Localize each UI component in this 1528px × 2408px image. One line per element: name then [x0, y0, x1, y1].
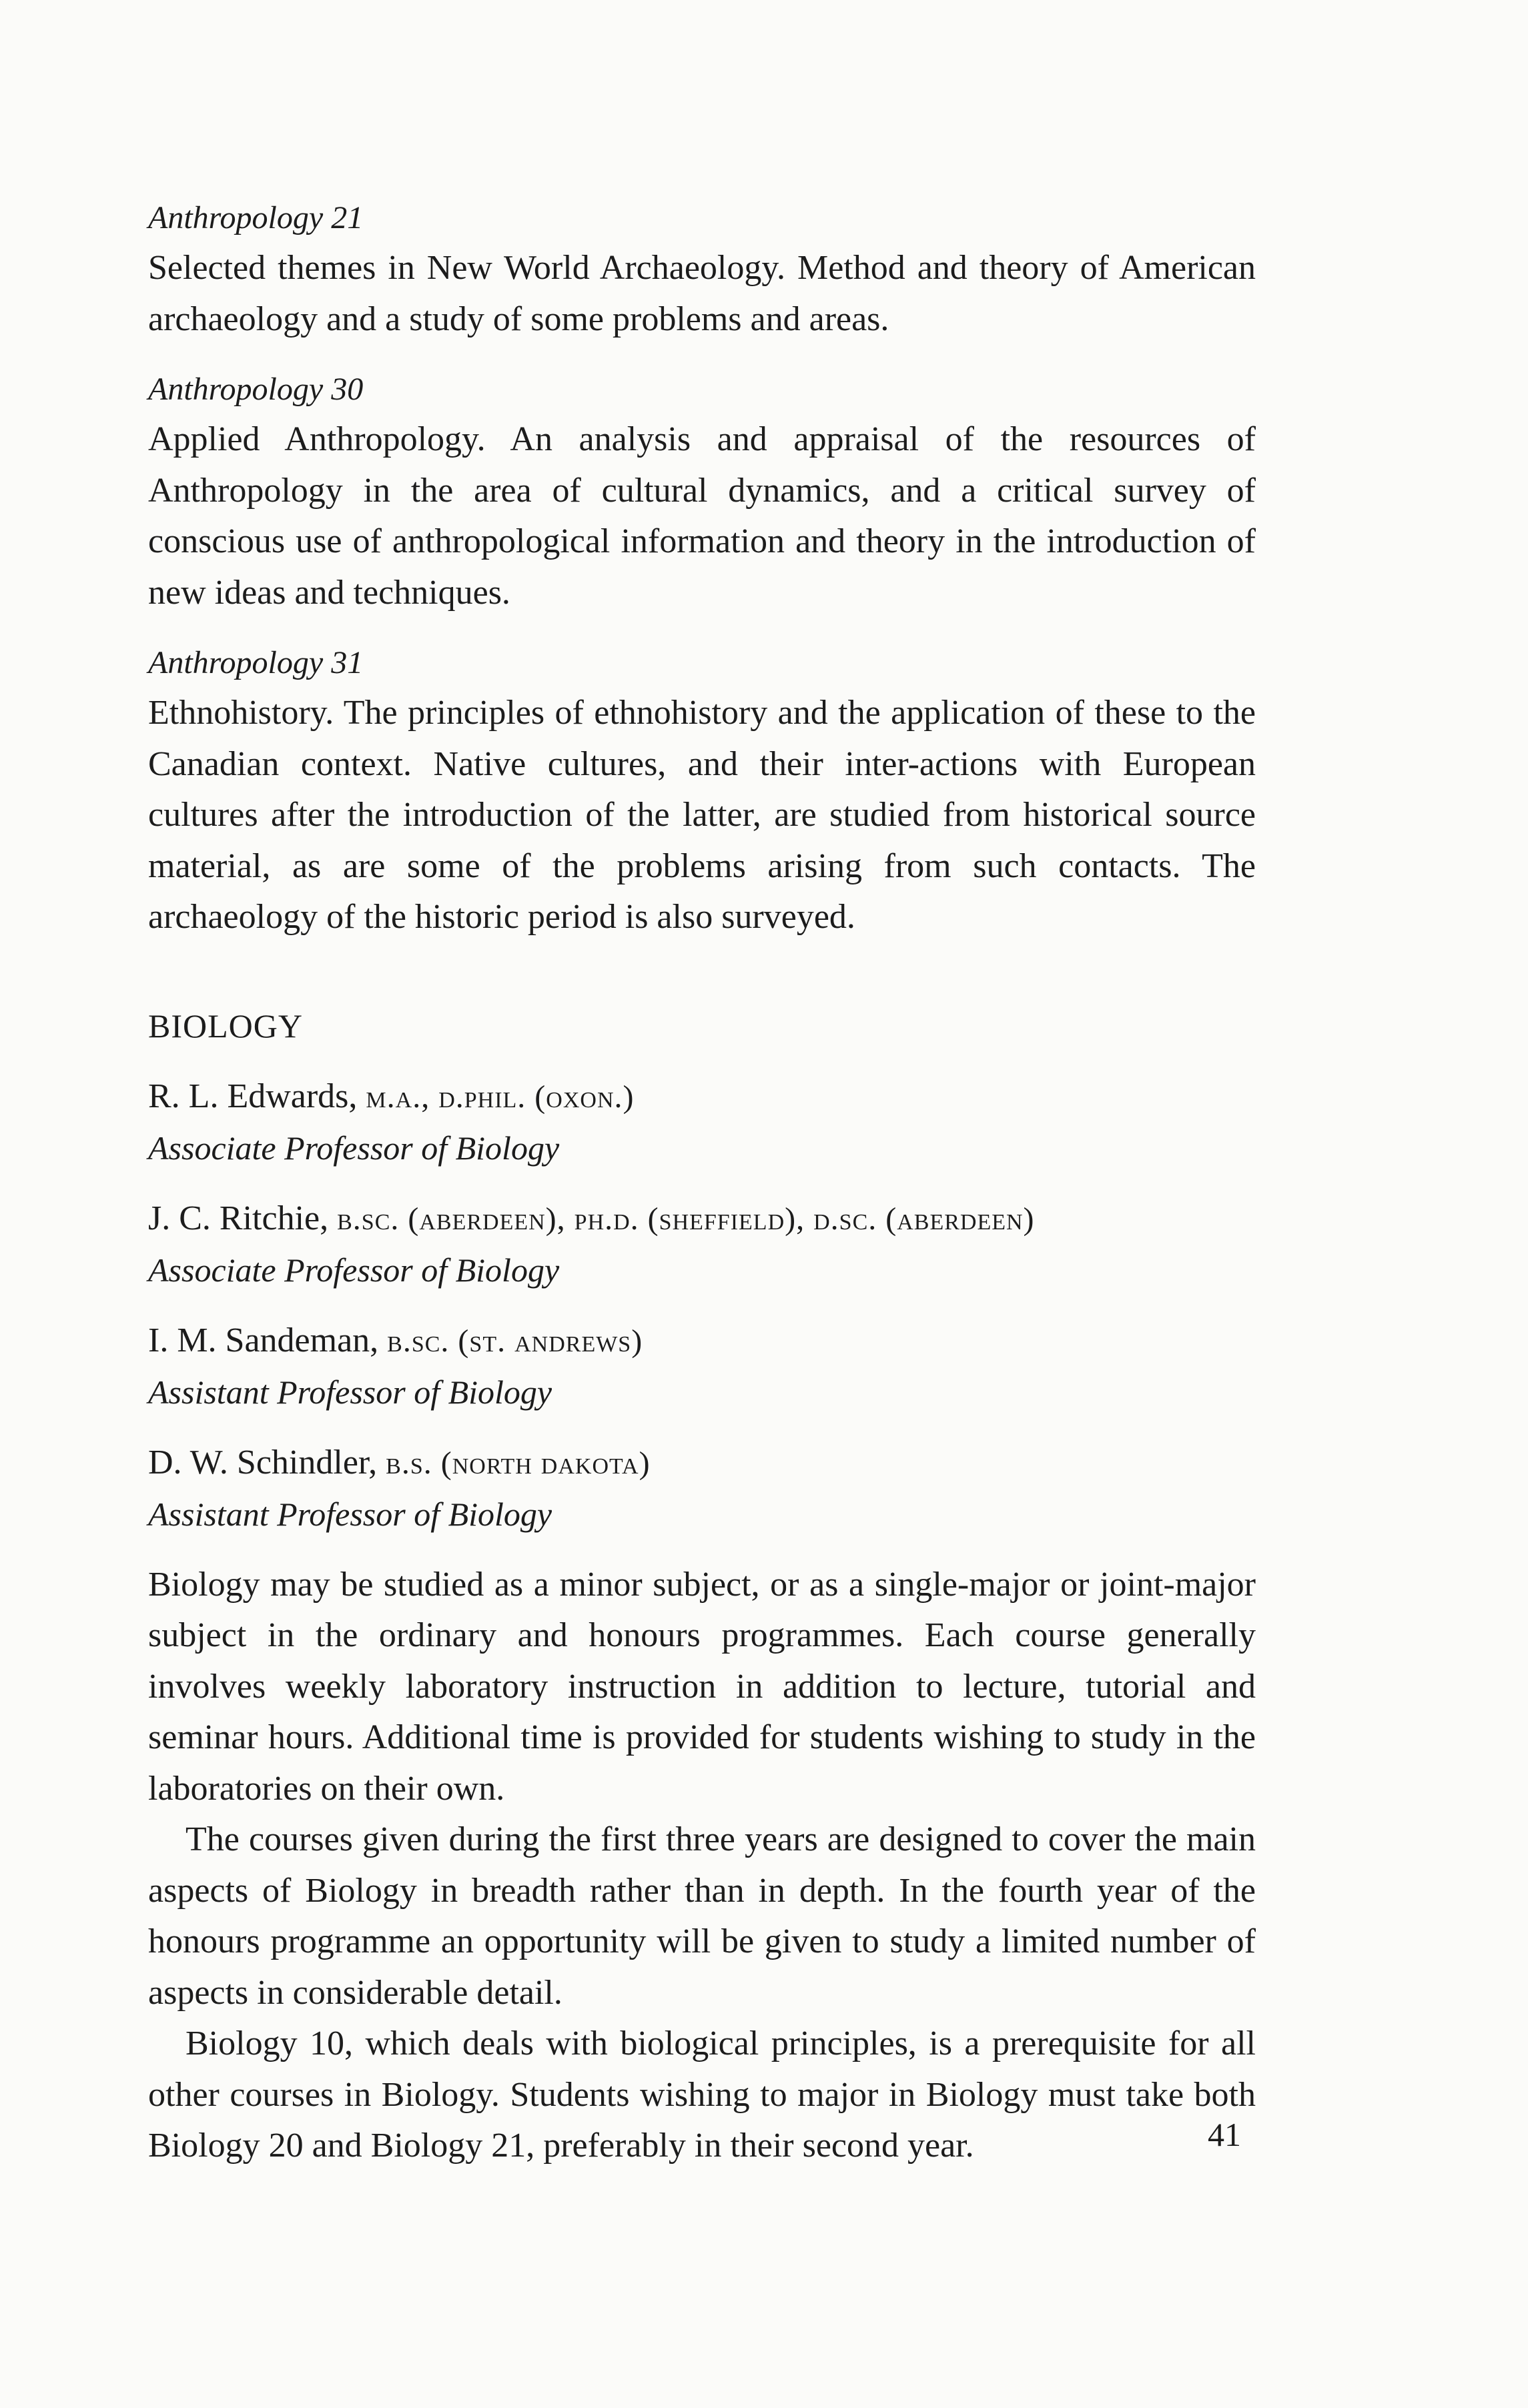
staff-name: D. W. Schindler, [148, 1443, 378, 1481]
staff-entry [148, 1193, 1256, 1295]
staff-name: I. M. Sandeman, [148, 1321, 379, 1359]
course-title: Anthropology 30 [148, 372, 364, 407]
staff-credentials: b.sc. (st. andrews) [387, 1323, 643, 1359]
biology-paragraph-1: Biology may be studied as a minor subject, or as a single-major or joint-major subject in the ordinary and honours programmes. Each course generally involves weekly laboratory instruction in addition to lecture, tutorial and seminar hours. Additional time is provided for students wishing to study in the laboratories on their own. [148, 1565, 1256, 1808]
staff-rank: Assistant Professor of Biology [148, 1495, 552, 1533]
staff-rank: Assistant Professor of Biology [148, 1373, 552, 1411]
biology-paragraph-3: Biology 10, which deals with biological principles, is a prerequisite for all other courses in Biology. Students wishing to major in Biology must take both Biology 20 and Biology 21, preferably in their second year. [148, 2024, 1256, 2165]
page-body [148, 193, 1256, 2172]
staff-rank: Associate Professor of Biology [148, 1251, 560, 1289]
staff-credentials: b.s. (north dakota) [386, 1445, 651, 1481]
staff-entry [148, 1071, 1256, 1173]
course-anthropology-30 [148, 365, 1256, 618]
course-description: Ethnohistory. The principles of ethnohistory and the application of these to the Canadian context. Native cultures, and their inter-actions with European cultures after the introduction of the latter, are studied from historical source material, as are some of the problems arising from such contacts. The archaeology of the historic period is also surveyed. [148, 694, 1256, 936]
course-title: Anthropology 31 [148, 645, 364, 680]
staff-name: J. C. Ritchie, [148, 1199, 329, 1237]
biology-paragraph-2: The courses given during the first three years are designed to cover the main aspects of Biology in breadth rather than in depth. In the fourth year of the honours programme an opportunity will be given to study a limited number of aspects in considerable detail. [148, 1820, 1256, 2012]
staff-entry [148, 1437, 1256, 1540]
staff-entry [148, 1315, 1256, 1417]
course-anthropology-21 [148, 193, 1256, 345]
staff-rank: Associate Professor of Biology [148, 1129, 560, 1167]
course-anthropology-31 [148, 638, 1256, 943]
staff-credentials: m.a., d.phil. (oxon.) [366, 1079, 635, 1115]
course-description: Applied Anthropology. An analysis and appraisal of the resources of Anthropology in the area of cultural dynamics, and a critical survey of conscious use of anthropological information and theory in the introduction of new ideas and techniques. [148, 420, 1256, 612]
section-heading-biology: BIOLOGY [148, 1007, 303, 1045]
staff-credentials: b.sc. (aberdeen), ph.d. (sheffield), d.sc. (aberdeen) [337, 1201, 1035, 1237]
course-title: Anthropology 21 [148, 200, 364, 235]
staff-name: R. L. Edwards, [148, 1077, 358, 1115]
course-description: Selected themes in New World Archaeology. Method and theory of American archaeology and a study of some problems and areas. [148, 249, 1256, 338]
page-number: 41 [1208, 2116, 1241, 2153]
